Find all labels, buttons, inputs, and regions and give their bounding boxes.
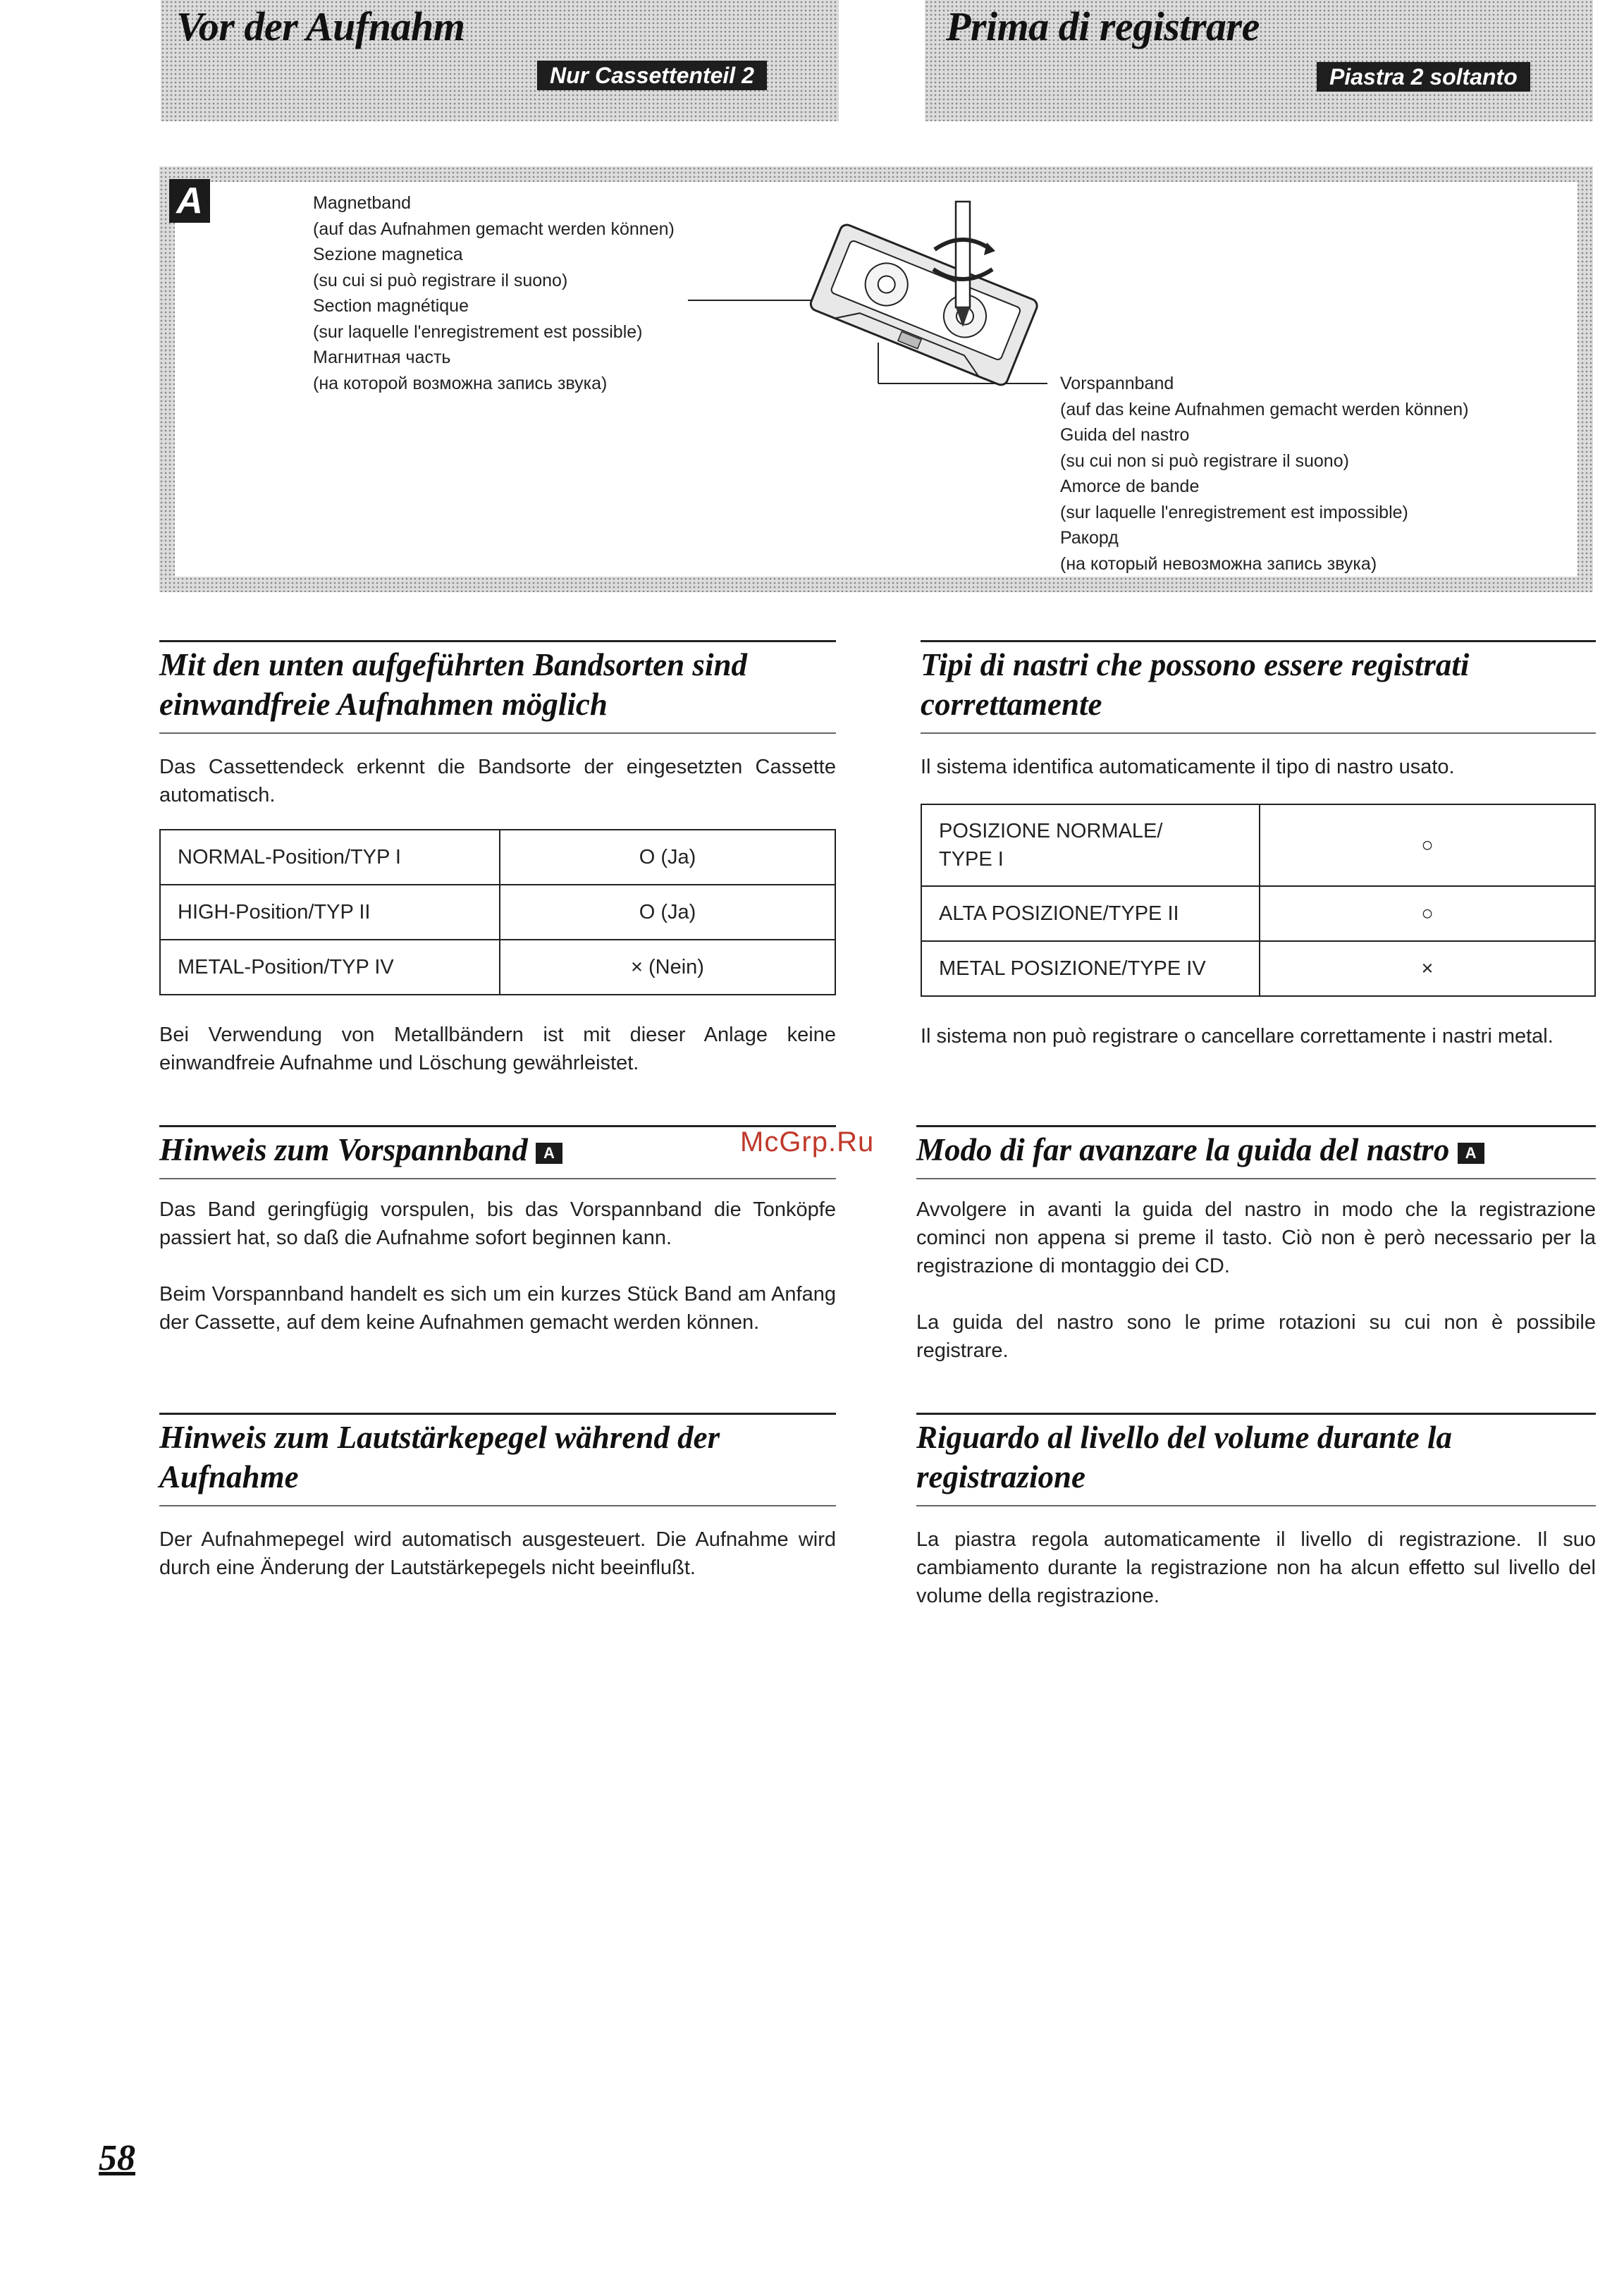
table-row xyxy=(160,940,835,995)
heading-text: Hinweis zum Vorspannband xyxy=(159,1132,528,1167)
table-cell-type: NORMAL-Position/TYP I xyxy=(160,830,500,885)
callout-line: Vorspannband xyxy=(1060,374,1174,393)
table-row xyxy=(160,830,835,885)
volume-para-it: La piastra regola automaticamente il livello di registrazione. Il suo cambiamento durante la registrazione non ha alcun effetto sul livello del volume della registrazione. xyxy=(916,1528,1596,1607)
figure-a-ref: A xyxy=(1458,1143,1484,1164)
heading-line: Mit den unten aufgeführten Bandsorten sind xyxy=(159,647,747,682)
callout-line: (на который невозможна запись звука) xyxy=(1060,553,1377,574)
leader-para1-it: Avvolgere in avanti la guida del nastro in modo che la registrazione cominci non appena si preme il tasto. Ciò non è però necessario per la registrazione di montaggio dei CD. xyxy=(916,1198,1596,1277)
tape-types-intro-de: Das Cassettendeck erkennt die Bandsorte der eingesetzten Cassette automatisch. xyxy=(159,756,836,806)
table-cell-result: O (Ja) xyxy=(500,830,835,885)
leader-para2-it: La guida del nastro sono le prime rotazioni su cui non è possibile registrare. xyxy=(916,1311,1596,1362)
table-row xyxy=(921,941,1595,996)
heading-line: Hinweis zum Lautstärkepegel während der xyxy=(159,1420,720,1455)
table-cell-type xyxy=(921,804,1260,886)
tape-types-table-it xyxy=(921,804,1596,997)
volume-para-de: Der Aufnahmepegel wird automatisch ausgesteuert. Die Aufnahme wird durch eine Änderung der Lautstärkepegels nicht beeinflußt. xyxy=(159,1528,836,1579)
heading-line: einwandfreie Aufnahmen möglich xyxy=(159,687,608,722)
table-row xyxy=(921,804,1595,886)
figure-a-box xyxy=(159,166,1593,592)
callout-line: (sur laquelle l'enregistrement est impossible) xyxy=(1060,502,1408,522)
tape-types-heading-it xyxy=(921,640,1596,734)
figure-a-ref: A xyxy=(536,1143,562,1164)
page-title-de: Vor der Aufnahm xyxy=(176,4,465,49)
callout-line: Section magnétique xyxy=(313,296,469,316)
leader-para1-de: Das Band geringfügig vorspulen, bis das Vorspannband die Tonköpfe passiert hat, so daß die Aufnahme sofort beginnen kann. xyxy=(159,1198,836,1249)
callout-line: Magnetband xyxy=(313,193,412,213)
callout-line: Sezione magnetica xyxy=(313,245,463,264)
table-cell-type: ALTA POSIZIONE/TYPE II xyxy=(921,886,1260,941)
table-cell-result: O (Ja) xyxy=(500,885,835,940)
heading-text: Modo di far avanzare la guida del nastro xyxy=(916,1132,1450,1167)
table-cell-result: ○ xyxy=(1260,804,1595,886)
callout-line: Amorce de bande xyxy=(1060,477,1200,496)
callout-line: (sur laquelle l'enregistrement est possible) xyxy=(313,321,643,342)
figure-a-label: A xyxy=(169,179,210,223)
volume-heading-de xyxy=(159,1413,836,1506)
callout-line: Guida del nastro xyxy=(1060,425,1190,445)
deck-badge-de: Nur Cassettenteil 2 xyxy=(537,61,767,90)
callout-line: (на которой возможна запись звука) xyxy=(313,373,608,393)
table-cell-result: × (Nein) xyxy=(500,940,835,995)
heading-line: Aufnahme xyxy=(159,1459,299,1494)
table-cell-type: METAL POSIZIONE/TYPE IV xyxy=(921,941,1260,996)
deck-badge-it: Piastra 2 soltanto xyxy=(1317,62,1530,92)
callout-line: (su cui non si può registrare il suono) xyxy=(1060,450,1349,471)
table-cell-type: METAL-Position/TYP IV xyxy=(160,940,500,995)
callout-line: Ракорд xyxy=(1060,528,1119,548)
callout-line: (auf das Aufnahmen gemacht werden können) xyxy=(313,219,675,239)
table-cell-result: ○ xyxy=(1260,886,1595,941)
leader-heading-de xyxy=(159,1125,836,1179)
cassette-body xyxy=(808,223,1039,387)
heading-line: Tipi di nastri che possono essere registrati xyxy=(921,647,1470,682)
watermark: McGrp.Ru xyxy=(740,1126,875,1158)
volume-heading-it xyxy=(916,1413,1596,1506)
cell-line: TYPE I xyxy=(939,848,1004,871)
leader-heading-it xyxy=(916,1125,1596,1179)
page-number: 58 xyxy=(99,2138,135,2178)
table-row xyxy=(160,885,835,940)
leader-para2-de: Beim Vorspannband handelt es sich um ein kurzes Stück Band am Anfang der Cassette, auf dem keine Aufnahmen gemacht werden können. xyxy=(159,1283,836,1334)
page-title-it: Prima di registrare xyxy=(946,4,1260,49)
header-left-banner xyxy=(161,0,839,121)
metal-tape-note-it: Il sistema non può registrare o cancellare correttamente i nastri metal. xyxy=(921,1025,1554,1048)
heading-line: correttamente xyxy=(921,687,1102,722)
heading-line: Riguardo al livello del volume durante la xyxy=(916,1420,1453,1455)
table-cell-type: HIGH-Position/TYP II xyxy=(160,885,500,940)
tape-types-table-de xyxy=(159,829,836,995)
tape-types-intro-it: Il sistema identifica automaticamente il tipo di nastro usato. xyxy=(921,756,1455,778)
callout-line: (auf das keine Aufnahmen gemacht werden können) xyxy=(1060,399,1469,419)
callout-line: Магнитная часть xyxy=(313,348,451,367)
leader-tape-callout xyxy=(1060,371,1469,577)
metal-tape-note-de: Bei Verwendung von Metallbändern ist mit dieser Anlage keine einwandfreie Aufnahme und Löschung gewährleistet. xyxy=(159,1024,836,1074)
cell-line: POSIZIONE NORMALE/ xyxy=(939,820,1163,842)
table-cell-result: × xyxy=(1260,941,1595,996)
cassette-illustration xyxy=(681,195,1104,392)
header-right-banner xyxy=(925,0,1593,121)
magnetic-section-callout xyxy=(313,190,675,396)
tape-types-heading-de xyxy=(159,640,836,734)
callout-line: (su cui si può registrare il suono) xyxy=(313,270,568,290)
heading-line: registrazione xyxy=(916,1459,1086,1494)
table-row xyxy=(921,886,1595,941)
